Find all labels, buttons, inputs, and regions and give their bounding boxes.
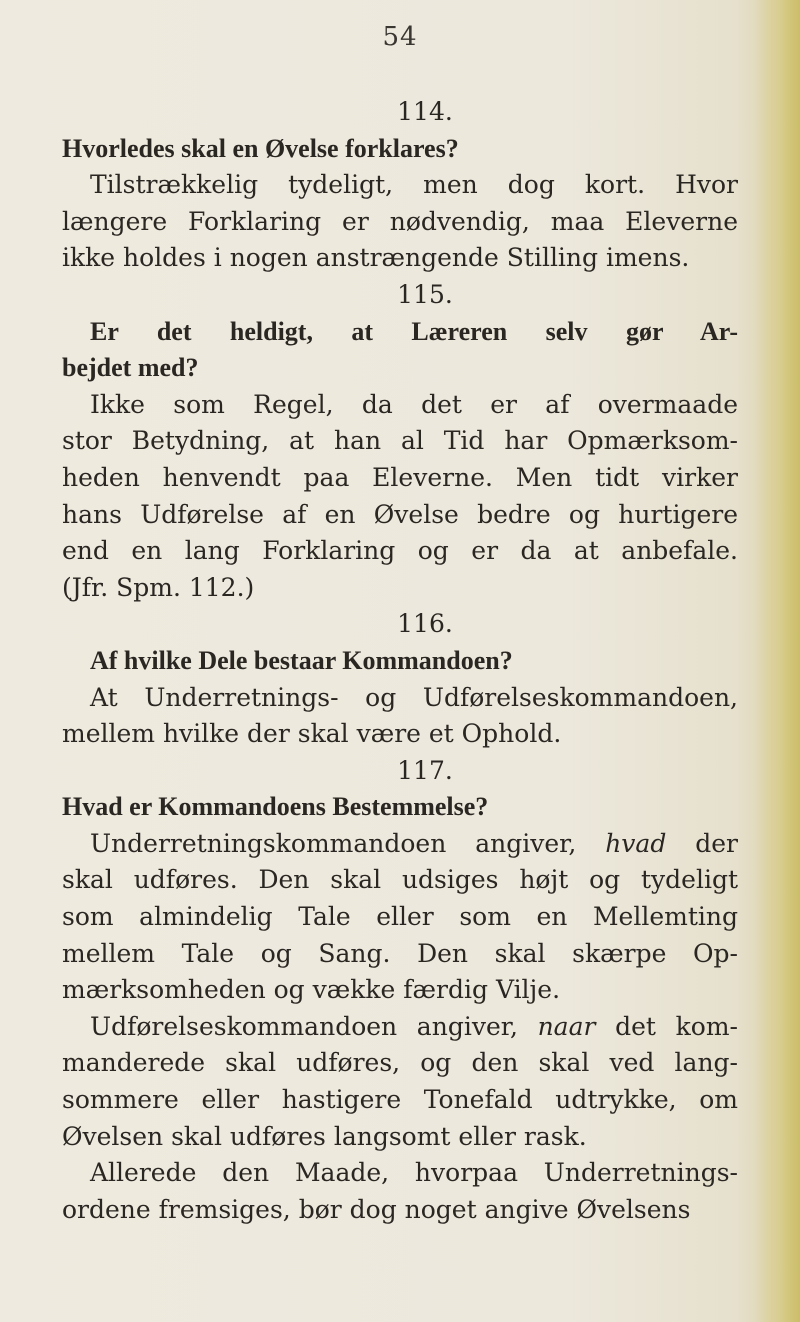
text-line: At Underretnings- og Udførelseskommandoen, (90, 682, 738, 712)
text-fragment: Udførelseskommandoen angiver, (90, 1011, 518, 1041)
text-line: ordene fremsiges, bør dog noget angive Øvelsens (62, 1194, 691, 1224)
question-heading: Hvad er Kommandoens Bestemmelse? (62, 792, 489, 822)
page-text (62, 94, 738, 1228)
text-line: skal udføres. Den skal udsiges højt og tydeligt (62, 865, 738, 895)
text-line: stor Betydning, at han al Tid har Opmærksom- (62, 426, 738, 456)
section-number: 116. (397, 609, 453, 639)
text-line: heden henvendt paa Eleverne. Men tidt virker (62, 462, 738, 492)
section-number: 114. (397, 97, 453, 126)
text-line: Ikke som Regel, da det er af overmaade (90, 389, 738, 419)
answer-paragraph (62, 680, 738, 753)
question-heading: Hvorledes skal en Øvelse forklares? (62, 133, 459, 163)
text-line (62, 826, 738, 863)
text-line: mellem hvilke der skal være et Ophold. (62, 719, 562, 749)
text-line: end en lang Forklaring og er da at anbefale. (62, 536, 738, 566)
text-line: hans Udførelse af en Øvelse bedre og hurtigere (62, 499, 738, 529)
text-fragment: der (695, 828, 738, 858)
text-line: længere Forklaring er nødvendig, maa Eleverne (62, 206, 738, 236)
question-heading: Af hvilke Dele bestaar Kommandoen? (90, 645, 513, 675)
page-edge-stain (754, 0, 800, 1322)
text-line: (Jfr. Spm. 112.) (62, 572, 255, 602)
answer-paragraph (62, 1009, 738, 1155)
question-line: Er det heldigt, at Læreren selv gør Ar- (90, 316, 738, 346)
text-line: mellem Tale og Sang. Den skal skærpe Op- (62, 938, 738, 968)
text-line: Øvelsen skal udføres langsomt eller rask. (62, 1121, 587, 1151)
answer-paragraph (62, 826, 738, 1009)
question-line: bejdet med? (62, 353, 199, 383)
italic-word: naar (537, 1011, 596, 1041)
text-line (62, 1009, 738, 1046)
answer-paragraph (62, 1155, 738, 1228)
italic-word: hvad (605, 828, 667, 858)
page-number: 54 (382, 22, 418, 52)
text-fragment: Underretningskommandoen angiver, (90, 828, 577, 858)
text-line: ikke holdes i nogen anstrængende Stilling imens. (62, 243, 690, 273)
text-line: Allerede den Maade, hvorpaa Underretnings- (90, 1158, 738, 1188)
section-number: 117. (397, 755, 453, 785)
text-line: sommere eller hastigere Tonefald udtrykke, om (62, 1085, 738, 1115)
question-heading (62, 314, 738, 387)
section-number: 115. (397, 279, 453, 309)
text-line: manderede skal udføres, og den skal ved lang- (62, 1048, 738, 1078)
text-line: Tilstrækkelig tydeligt, men dog kort. Hvor (90, 170, 738, 200)
answer-paragraph (62, 387, 738, 607)
text-fragment: det kom- (615, 1011, 738, 1041)
answer-paragraph (62, 167, 738, 277)
text-line: som almindelig Tale eller som en Mellemting (62, 902, 738, 932)
text-line: mærksomheden og vække færdig Vilje. (62, 975, 561, 1005)
